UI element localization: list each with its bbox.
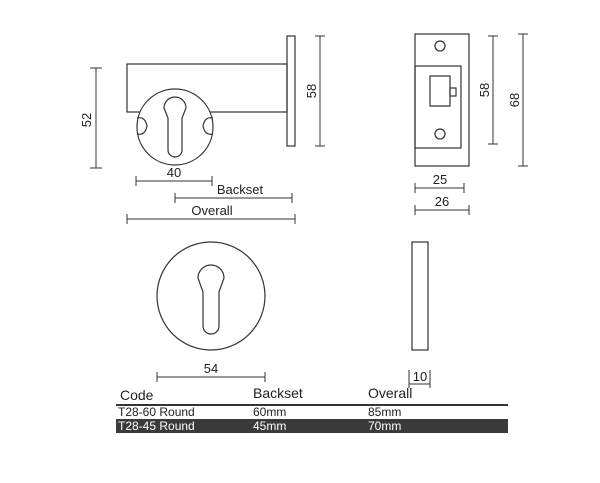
dim-54-label: 54 xyxy=(203,361,219,376)
dim-overall-label: Overall xyxy=(191,203,233,218)
keyhole-front xyxy=(198,265,224,334)
row1-overall: 85mm xyxy=(368,405,402,419)
spec-table xyxy=(116,385,508,433)
table-header-backset: Backset xyxy=(253,385,303,401)
screw-hole-top xyxy=(435,41,445,51)
table-header-overall: Overall xyxy=(368,385,413,401)
front-plate-inner xyxy=(415,66,461,148)
row2-code: T28-45 Round xyxy=(118,419,195,433)
table-row xyxy=(118,405,401,419)
dim-58-front-label: 58 xyxy=(477,82,492,98)
faceplate xyxy=(287,36,295,146)
rose-front-view xyxy=(157,242,265,350)
front-view xyxy=(415,34,469,166)
dim-25-label: 25 xyxy=(432,172,448,187)
dim-40-label: 40 xyxy=(166,165,182,180)
latch-tab xyxy=(450,88,456,96)
row2-overall: 70mm xyxy=(368,419,402,433)
dim-68-label: 68 xyxy=(507,92,522,108)
dim-52-label: 52 xyxy=(79,112,94,128)
row1-code: T28-60 Round xyxy=(118,405,195,419)
latch-bolt xyxy=(430,76,450,106)
dim-backset-label: Backset xyxy=(216,182,264,197)
rose-thickness-view xyxy=(412,242,428,350)
screw-hole-bottom xyxy=(435,129,445,139)
row2-backset: 45mm xyxy=(253,419,287,433)
side-view xyxy=(127,36,295,165)
dim-58-side-label: 58 xyxy=(304,83,319,99)
row1-backset: 60mm xyxy=(253,405,287,419)
dim-26-label: 26 xyxy=(434,194,450,209)
dim-10-label: 10 xyxy=(412,369,428,384)
table-header-code: Code xyxy=(120,387,154,403)
